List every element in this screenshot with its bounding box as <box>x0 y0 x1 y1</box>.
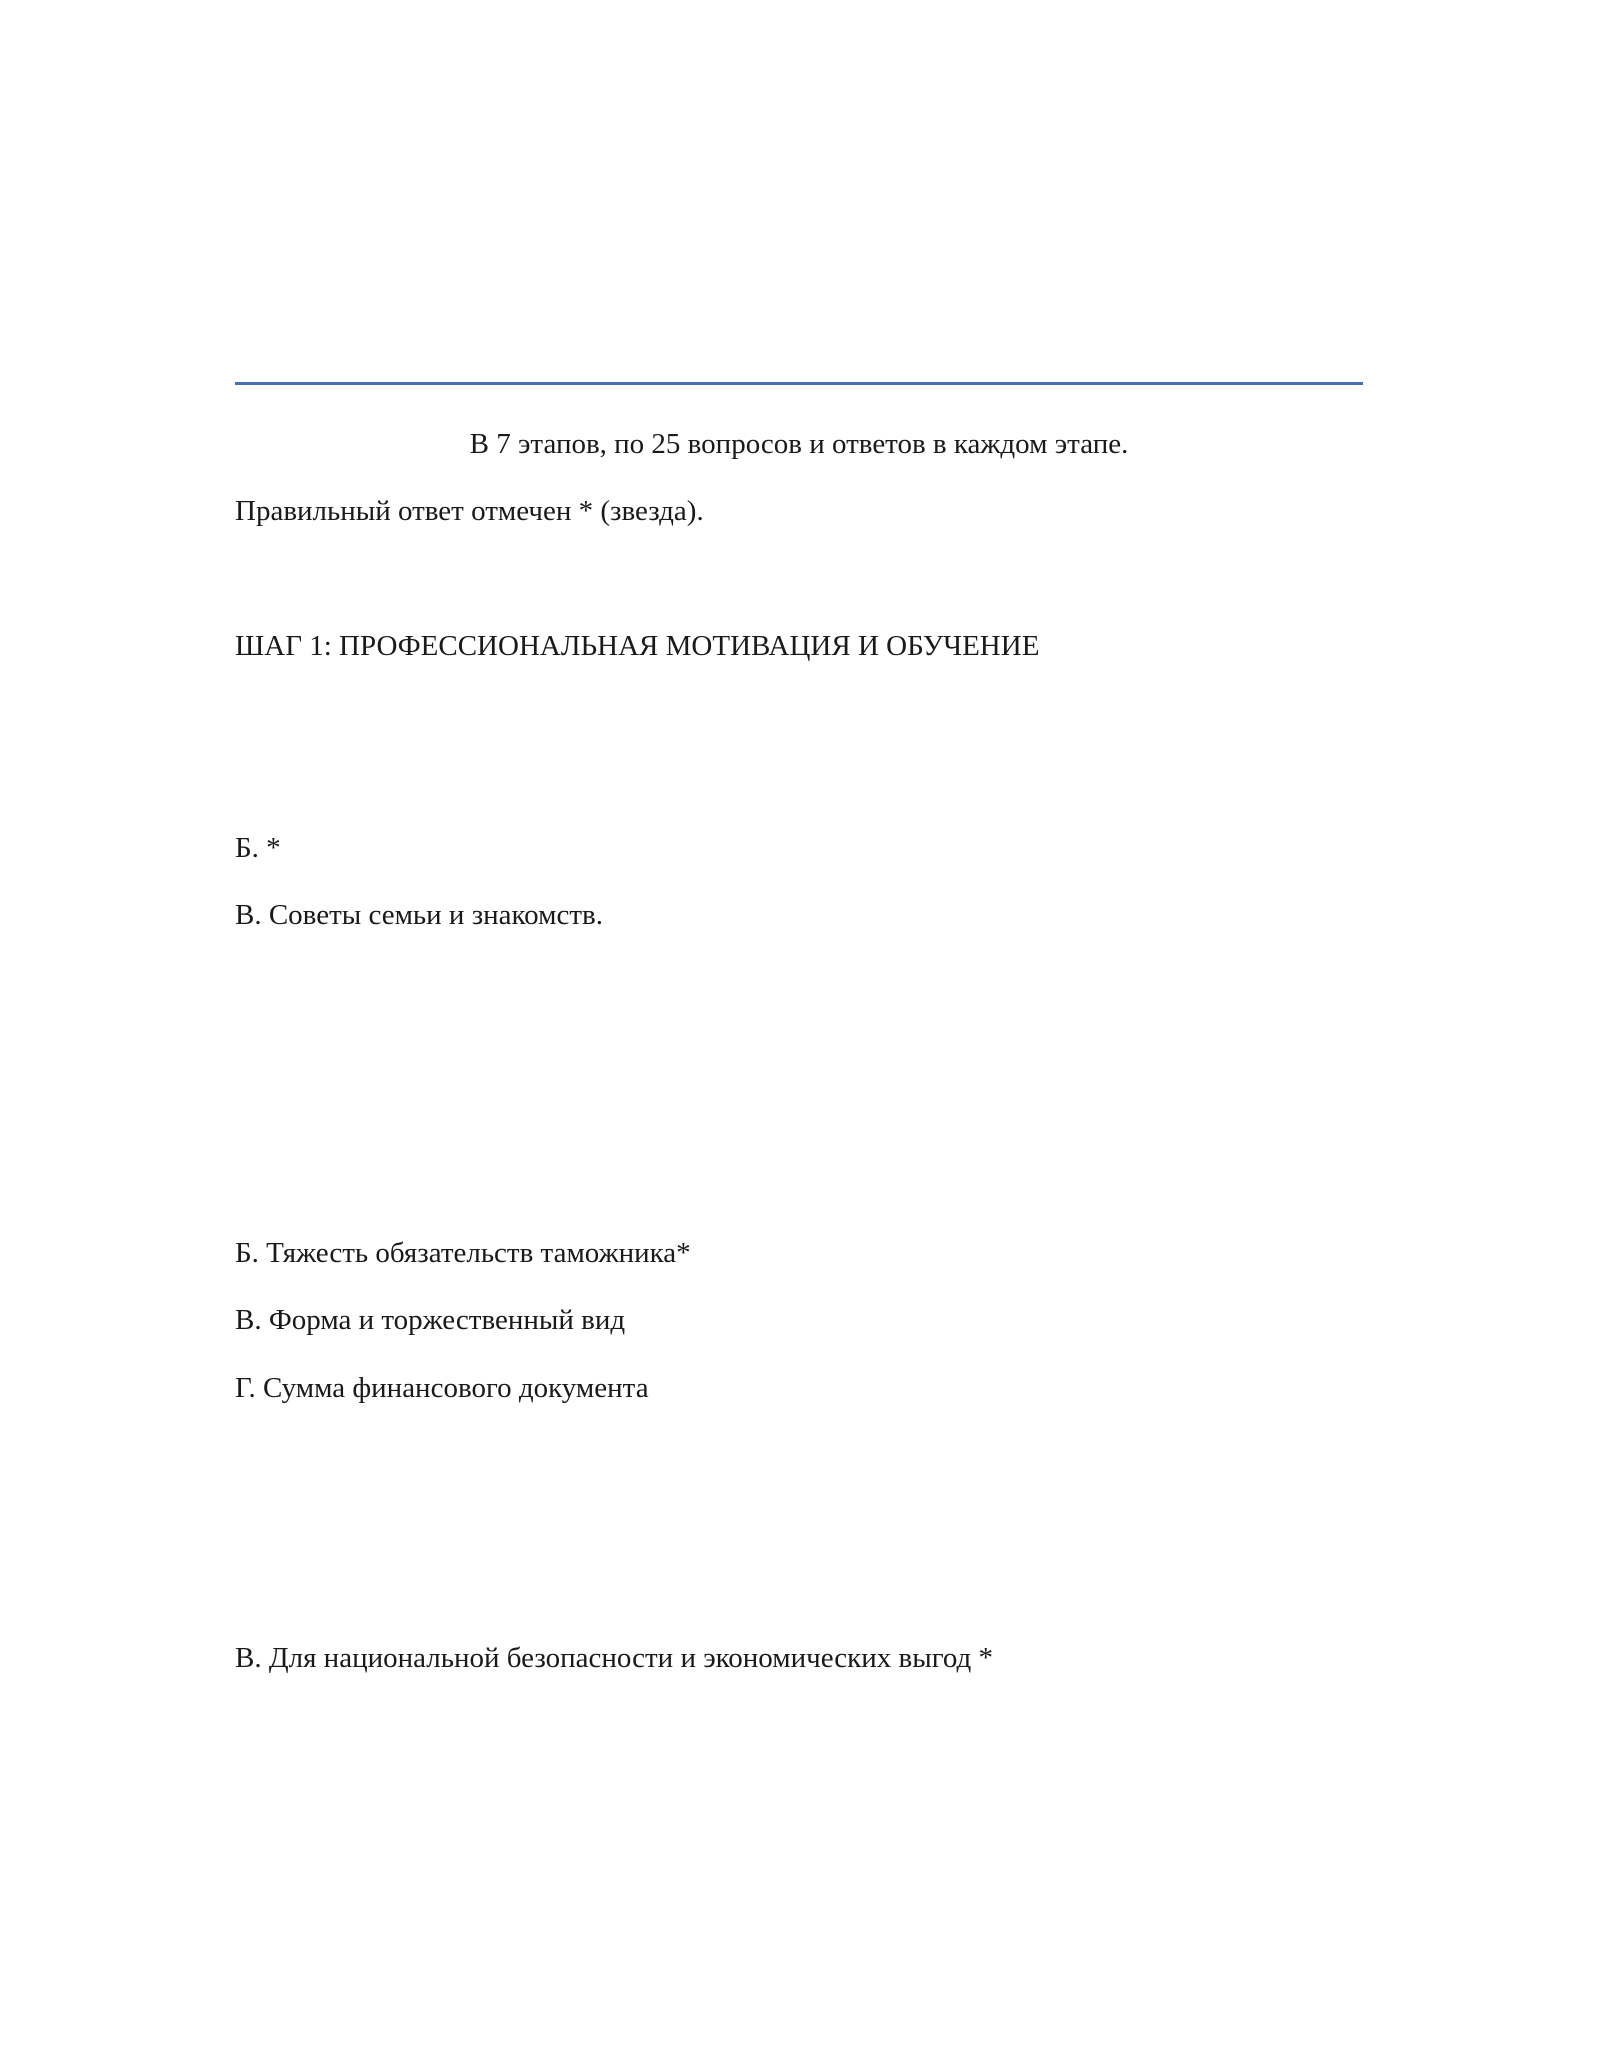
step-title: ШАГ 1: ПРОФЕССИОНАЛЬНАЯ МОТИВАЦИЯ И ОБУЧЕНИЕ <box>235 630 1040 662</box>
answer-option: Г. Сумма финансового документа <box>235 1372 649 1404</box>
answer-option: В. Форма и торжественный вид <box>235 1304 626 1336</box>
answer-option: В. Для национальной безопасности и экономических выгод * <box>235 1642 994 1674</box>
header-divider <box>235 382 1363 385</box>
answer-option: В. Советы семьи и знакомств. <box>235 899 603 931</box>
intro-note: Правильный ответ отмечен * (звезда). <box>235 495 704 527</box>
answer-option: Б. Тяжесть обязательств таможника* <box>235 1237 691 1269</box>
intro-summary: В 7 этапов, по 25 вопросов и ответов в каждом этапе. <box>469 428 1129 460</box>
answer-option: Б. * <box>235 832 281 864</box>
